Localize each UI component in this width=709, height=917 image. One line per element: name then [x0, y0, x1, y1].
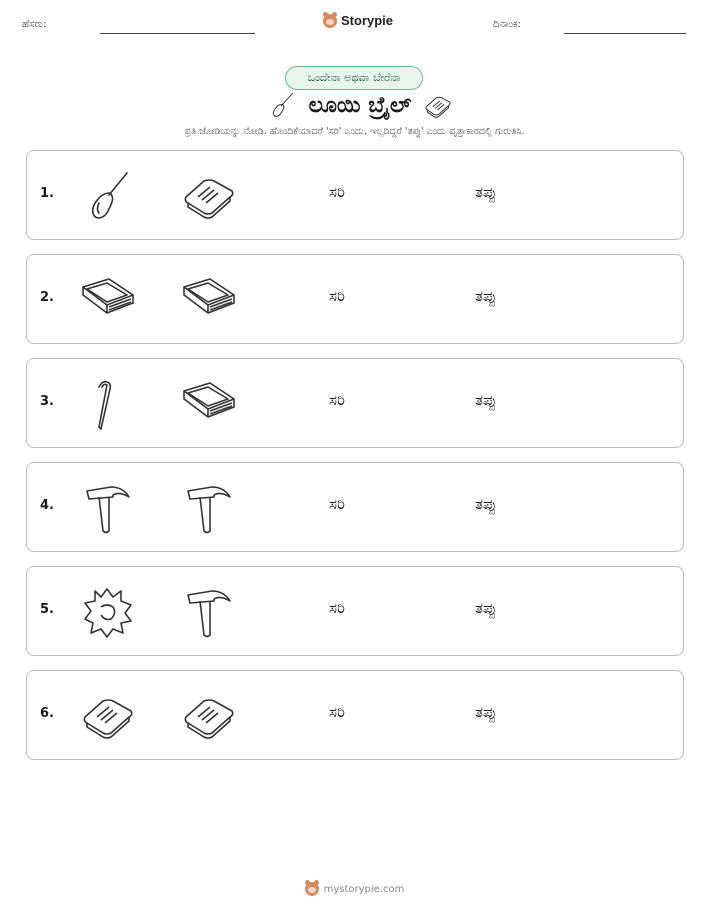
hammer-icon: [81, 481, 135, 535]
question-row-3: [26, 358, 684, 448]
option-wrong[interactable]: ತಪ್ಪು: [475, 287, 497, 305]
question-number: 5.: [40, 602, 54, 617]
option-wrong[interactable]: ತಪ್ಪು: [475, 183, 497, 201]
bear-mascot-icon: [305, 882, 319, 896]
title-row: [240, 89, 480, 121]
option-correct[interactable]: ಸರಿ: [329, 599, 345, 617]
option-wrong[interactable]: ತಪ್ಪು: [475, 599, 497, 617]
question-number: 3.: [40, 394, 54, 409]
book-icon: [182, 377, 236, 431]
question-row-1: [26, 150, 684, 240]
leather-hide-icon: [81, 585, 135, 639]
question-row-6: [26, 670, 684, 760]
book-icon: [81, 273, 135, 327]
brand-name: Storypie: [341, 13, 394, 28]
instructions: ಪ್ರತಿ ಜೋಡಿಯನ್ನು ನೋಡಿ. ಹೊಂದಿಕೆಯಾದರೆ 'ಸರಿ' ಎಂದು, ಇಲ್ಲದಿದ್ದರೆ 'ತಪ್ಪು' ಎಂದು ವೃತ್ತಾಕಾರದಲ್ಲಿ ಗುರುತಿಸಿ.: [184, 126, 525, 137]
date-label: ದಿನಾಂಕ:: [493, 19, 521, 30]
footer: [0, 882, 709, 896]
worksheet-type-badge: ಒಂದೇನಾ ಅಥವಾ ಬೇರೆನಾ: [285, 66, 423, 90]
awl-icon: [267, 90, 297, 120]
option-correct[interactable]: ಸರಿ: [329, 495, 345, 513]
bear-mascot-icon: [323, 14, 337, 28]
hammer-icon: [182, 481, 236, 535]
question-row-2: [26, 254, 684, 344]
name-line[interactable]: [100, 33, 255, 34]
question-row-5: [26, 566, 684, 656]
worksheet-title: ಲೂಯಿ ಬ್ರೈಲ್: [308, 92, 412, 118]
slate-icon: [182, 689, 236, 743]
slate-icon: [81, 689, 135, 743]
option-wrong[interactable]: ತಪ್ಪು: [475, 495, 497, 513]
date-line[interactable]: [564, 33, 686, 34]
question-number: 6.: [40, 706, 54, 721]
option-correct[interactable]: ಸರಿ: [329, 183, 345, 201]
option-correct[interactable]: ಸರಿ: [329, 287, 345, 305]
slate-icon: [182, 169, 236, 223]
storypie-logo: [323, 13, 393, 28]
footer-site[interactable]: mystorypie.com: [323, 883, 405, 895]
slate-icon: [423, 90, 453, 120]
name-label: ಹೆಸರು:: [22, 19, 47, 30]
option-correct[interactable]: ಸರಿ: [329, 391, 345, 409]
option-wrong[interactable]: ತಪ್ಪು: [475, 391, 497, 409]
cane-icon: [81, 377, 135, 431]
question-number: 4.: [40, 498, 54, 513]
option-correct[interactable]: ಸರಿ: [329, 703, 345, 721]
question-number: 1.: [40, 186, 54, 201]
book-icon: [182, 273, 236, 327]
option-wrong[interactable]: ತಪ್ಪು: [475, 703, 497, 721]
hammer-icon: [182, 585, 236, 639]
question-number: 2.: [40, 290, 54, 305]
question-row-4: [26, 462, 684, 552]
awl-icon: [81, 169, 135, 223]
